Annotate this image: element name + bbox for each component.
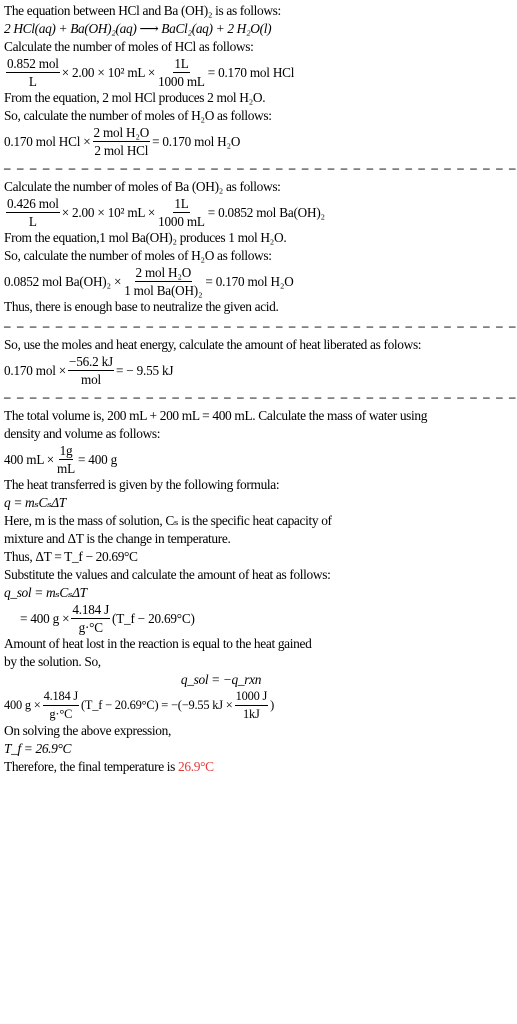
text-line: by the solution. So, [4, 654, 101, 669]
text-line: The equation between HCl and Ba (OH)₂ is as follows: [4, 3, 281, 18]
moles-water-calc-2 [4, 265, 438, 298]
math-text: 0.170 mol × [4, 362, 67, 378]
fraction: $\frac{4.184 J}{g\cdot^\circ C}$ [72, 602, 110, 635]
math-result: (T_f − 20.69°C) [112, 610, 195, 626]
text-line: So, calculate the number of moles of H₂O as follows: [4, 108, 272, 123]
fraction: $\frac{1000 J}{1kJ}$ [235, 689, 268, 721]
text-line: mixture and ΔT is the change in temperature. [4, 531, 231, 546]
text-line: Substitute the values and calculate the amount of heat as follows: [4, 567, 331, 582]
formula-line: q_sol = −q_rxn [180, 672, 262, 687]
mass-water-calc [4, 443, 438, 476]
heat-balance-calc [4, 689, 438, 722]
math-result: = 0.0852 mol Ba(OH)₂ [207, 204, 325, 220]
reaction-equation: 2 HCl(aq) + Ba(OH)₂(aq) ⟶ BaCl₂(aq) + 2 H₂O(l) [4, 21, 272, 36]
text-line: Calculate the number of moles of HCl as follows: [4, 39, 254, 54]
text-line: So, calculate the number of moles of H₂O as follows: [4, 248, 272, 263]
fraction: $\frac{\text{2 mol H₂O}}{\text{2 mol HCl}}$ [93, 125, 150, 158]
math-text: 400 mL × [4, 451, 55, 467]
math-text: = 400 g × [20, 610, 70, 626]
math-text: × 2.00 × 10² mL × [61, 204, 156, 220]
separator: – – – – – – – – – – – – – – – – – – – – – – – – – – – – – – – – – – – – – – – – [4, 160, 517, 175]
math-text: (T_f − 20.69°C) = −(−9.55 kJ × [80, 698, 233, 712]
fraction: $\frac{4.184 J}{g\cdot^\circ C}$ [43, 689, 78, 721]
math-text: 400 g × [4, 698, 41, 712]
heat-liberated-calc [4, 354, 438, 387]
fraction: $\frac{1g}{mL}$ [57, 443, 75, 476]
math-result: = − 9.55 kJ [115, 362, 174, 378]
fraction: $\frac{-56.2 kJ}{\text{mol}}$ [69, 354, 113, 387]
math-result: = 0.170 mol H₂O [205, 273, 294, 289]
text-line: Thus, ΔT = T_f − 20.69°C [4, 549, 138, 564]
math-result: = 400 g [77, 451, 117, 467]
final-answer-text: Therefore, the final temperature is [4, 759, 179, 774]
text-line: Thus, there is enough base to neutralize the given acid. [4, 299, 279, 314]
text-line: The total volume is, 200 mL + 200 mL = 400 mL. Calculate the mass of water using density and volume as follows: [4, 408, 428, 441]
text-line: From the equation,1 mol Ba(OH)₂ produces 1 mol H₂O. [4, 230, 287, 245]
final-answer-value: 26.9°C [178, 759, 214, 774]
formula-line: q = mₛCₛΔT [4, 495, 66, 510]
math-result: = 0.170 mol HCl [207, 64, 295, 80]
moles-baoh2-calc [4, 196, 438, 229]
math-text: × 2.00 × 10² mL × [61, 64, 156, 80]
math-result: ) [270, 698, 275, 712]
moles-hcl-calc [4, 56, 438, 89]
fraction: $\frac{\text{0.852 mol}}{L}$ [7, 56, 59, 89]
math-text: 0.170 mol HCl × [4, 133, 91, 149]
separator: – – – – – – – – – – – – – – – – – – – – – – – – – – – – – – – – – – – – – – – – [4, 389, 517, 404]
math-text: 0.0852 mol Ba(OH)₂ × [4, 273, 122, 289]
text-line: The heat transferred is given by the following formula: [4, 477, 280, 492]
text-line: From the equation, 2 mol HCl produces 2 mol H₂O. [4, 90, 266, 105]
separator: – – – – – – – – – – – – – – – – – – – – – – – – – – – – – – – – – – – – – – – – [4, 318, 517, 333]
text-line: Here, m is the mass of solution, Cₛ is the specific heat capacity of [4, 513, 332, 528]
text-line: Calculate the number of moles of Ba (OH)₂ as follows: [4, 179, 281, 194]
final-answer-line [4, 758, 438, 776]
math-result: = 0.170 mol H₂O [152, 133, 241, 149]
heat-solution-calc [4, 602, 438, 635]
fraction: $\frac{\text{2 mol H₂O}}{\text{1 mol Ba(OH)₂}}$ [124, 265, 203, 298]
formula-line: q_sol = mₛCₛΔT [4, 585, 87, 600]
text-line: Amount of heat lost in the reaction is equal to the heat gained [4, 636, 312, 651]
text-line: So, use the moles and heat energy, calculate the amount of heat liberated as folows: [4, 337, 422, 352]
formula-line: T_f = 26.9°C [4, 741, 72, 756]
fraction: $\frac{1L}{1000 mL}$ [158, 196, 205, 229]
text-line: On solving the above expression, [4, 723, 171, 738]
fraction: $\frac{1L}{1000 mL}$ [158, 56, 205, 89]
moles-water-calc-1 [4, 125, 438, 158]
fraction: $\frac{\text{0.426 mol}}{L}$ [7, 196, 59, 229]
